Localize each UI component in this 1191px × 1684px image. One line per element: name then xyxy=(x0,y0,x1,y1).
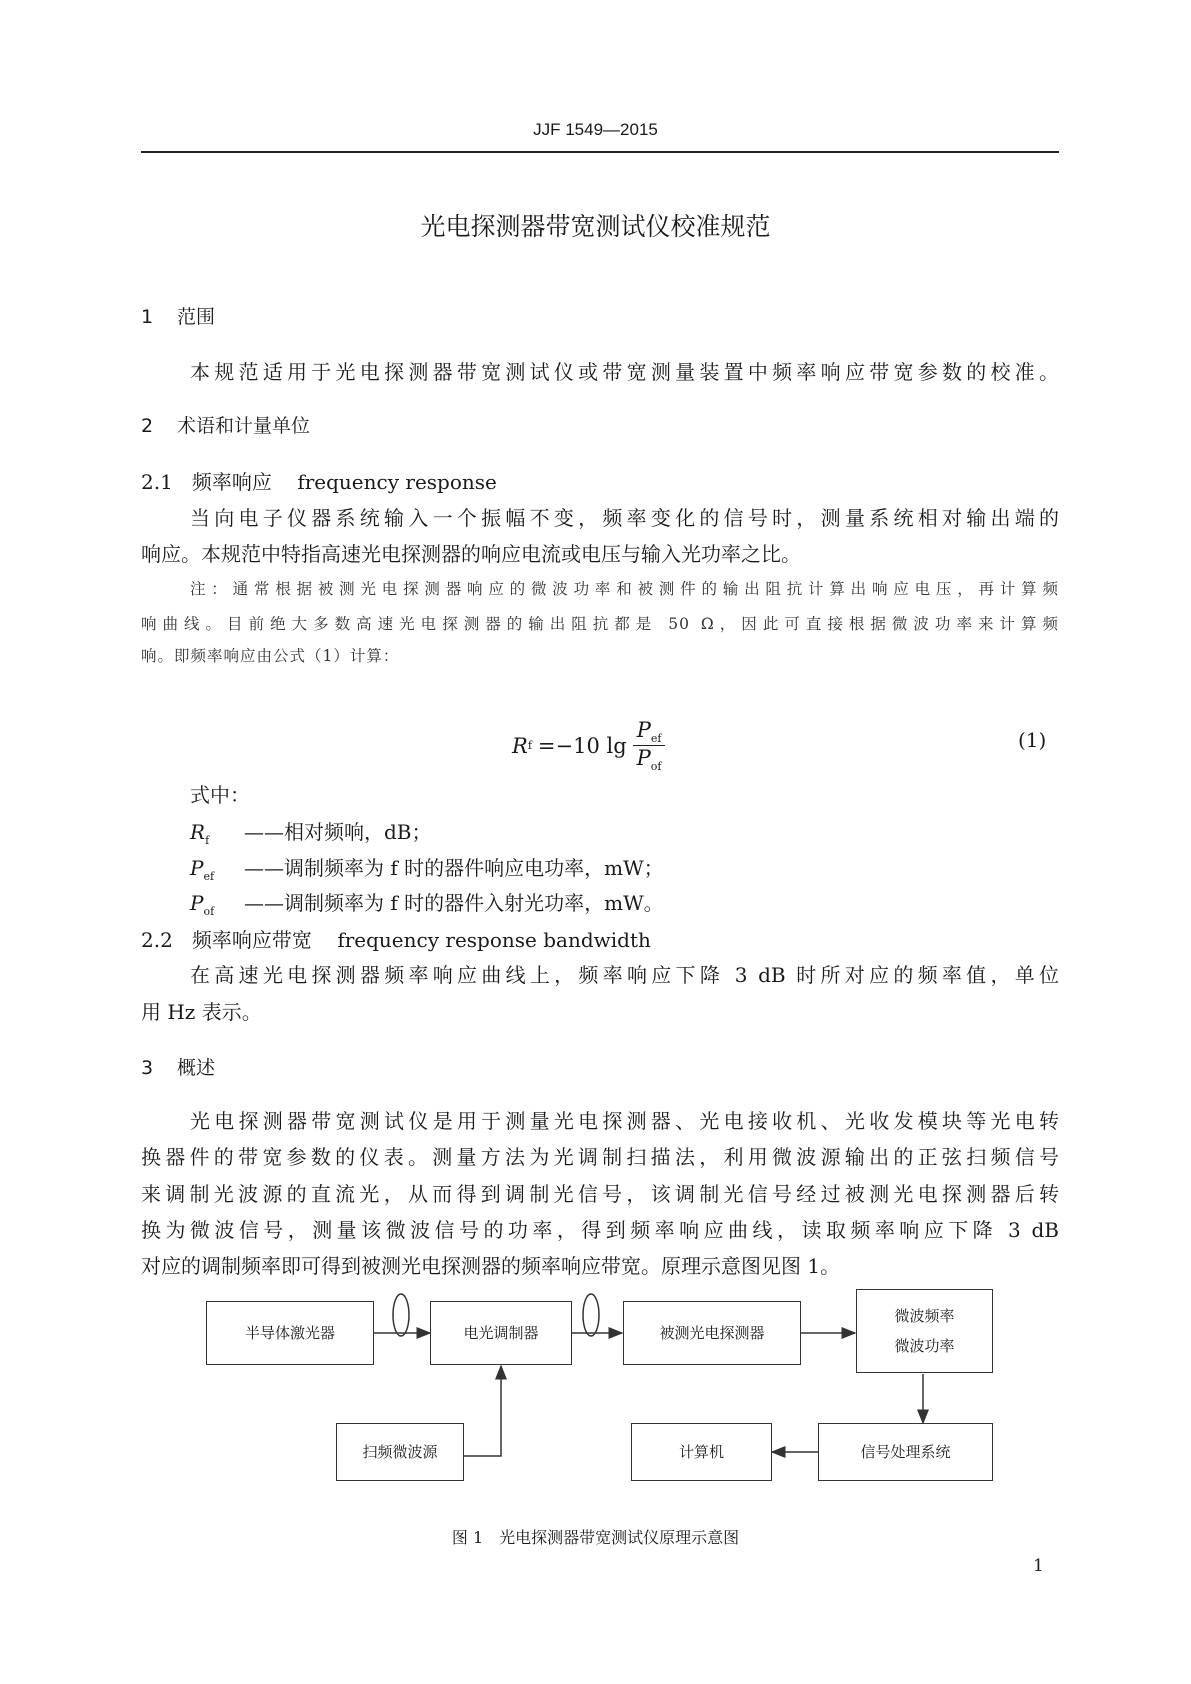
section-number: 2 xyxy=(141,415,154,437)
denominator-sub: of xyxy=(650,760,662,774)
clause-number: 2.2 xyxy=(141,928,173,952)
meas-power: 微波功率 xyxy=(894,1337,955,1355)
note-line: 响。即频率响应由公式（1）计算： xyxy=(141,647,400,665)
document-title: 光电探测器带宽测试仪校准规范 xyxy=(420,212,771,241)
symbol-desc: ——调制频率为 f 时的器件入射光功率，mW。 xyxy=(244,891,664,915)
formula-lhs-sub: f xyxy=(527,739,532,753)
denominator: P xyxy=(636,746,651,771)
clause-title-en: frequency response bandwidth xyxy=(337,928,651,952)
symbol-sub: of xyxy=(203,905,215,918)
section-1-text: 本规范适用于光电探测器带宽测试仪或带宽测量装置中频率响应带宽参数的校准。 xyxy=(190,360,1059,384)
clause-title: 频率响应 xyxy=(191,470,272,494)
box-measurement xyxy=(856,1289,993,1373)
symbol: R xyxy=(190,820,206,844)
running-header: JJF 1549—2015 xyxy=(533,120,658,139)
clause-number: 2.1 xyxy=(141,470,173,494)
box-dut: 被测光电探测器 xyxy=(623,1301,801,1365)
clause-2-2-line: 在高速光电探测器频率响应曲线上，频率响应下降 3 dB 时所对应的频率值，单位 xyxy=(190,963,1059,987)
symbol: P xyxy=(190,856,204,880)
box-signal-processing: 信号处理系统 xyxy=(818,1423,993,1481)
section-3-line: 换为微波信号，测量该微波信号的功率，得到频率响应曲线，读取频率响应下降 3 dB xyxy=(141,1218,1059,1242)
section-title: 范围 xyxy=(177,306,216,328)
page-number: 1 xyxy=(1033,1556,1044,1576)
note-line: 响曲线。目前绝大多数高速光电探测器的输出阻抗都是 50 Ω，因此可直接根据微波功率来计算频 xyxy=(141,615,1059,633)
clause-title-en: frequency response xyxy=(297,470,497,494)
numerator-sub: ef xyxy=(650,732,662,746)
symbol-desc: ——相对频响，dB； xyxy=(244,820,432,844)
box-modulator: 电光调制器 xyxy=(430,1301,572,1365)
formula-lhs: R xyxy=(512,733,528,758)
section-3-line: 对应的调制频率即可得到被测光电探测器的频率响应带宽。原理示意图见图 1。 xyxy=(141,1254,841,1278)
section-3-line: 光电探测器带宽测试仪是用于测量光电探测器、光电接收机、光收发模块等光电转 xyxy=(190,1109,1059,1133)
box-computer: 计算机 xyxy=(631,1423,772,1481)
box-laser: 半导体激光器 xyxy=(206,1301,374,1365)
section-3-line: 来调制光波源的直流光，从而得到调制光信号，该调制光信号经过被测光电探测器后转 xyxy=(141,1182,1059,1206)
formula-operator: =−10 lg xyxy=(537,733,627,758)
section-number: 3 xyxy=(141,1057,154,1079)
clause-2-1-line: 当向电子仪器系统输入一个振幅不变，频率变化的信号时，测量系统相对输出端的 xyxy=(190,506,1059,530)
symbol-desc: ——调制频率为 f 时的器件响应电功率，mW； xyxy=(244,856,664,880)
box-sweep-source: 扫频微波源 xyxy=(336,1423,464,1481)
clause-title: 频率响应带宽 xyxy=(191,928,312,952)
meas-frequency: 微波频率 xyxy=(894,1307,955,1325)
note-line: 注：通常根据被测光电探测器响应的微波功率和被测件的输出阻抗计算出响应电压，再计算频 xyxy=(190,580,1059,598)
section-3-line: 换器件的带宽参数的仪表。测量方法为光调制扫描法，利用微波源输出的正弦扫频信号 xyxy=(141,1145,1059,1169)
symbol: P xyxy=(190,891,204,915)
symbol-sub: ef xyxy=(203,870,215,883)
formula-label: (1) xyxy=(1018,728,1047,752)
clause-2-2-line: 用 Hz 表示。 xyxy=(141,1000,262,1024)
section-title: 概述 xyxy=(177,1057,216,1079)
numerator: P xyxy=(636,718,651,742)
clause-2-1-line: 响应。本规范中特指高速光电探测器的响应电流或电压与输入光功率之比。 xyxy=(141,542,801,566)
section-title: 术语和计量单位 xyxy=(177,415,311,437)
where-label: 式中： xyxy=(190,783,250,807)
section-number: 1 xyxy=(141,306,154,328)
figure-caption: 图 1 光电探测器带宽测试仪原理示意图 xyxy=(451,1528,740,1547)
symbol-sub: f xyxy=(205,834,210,847)
